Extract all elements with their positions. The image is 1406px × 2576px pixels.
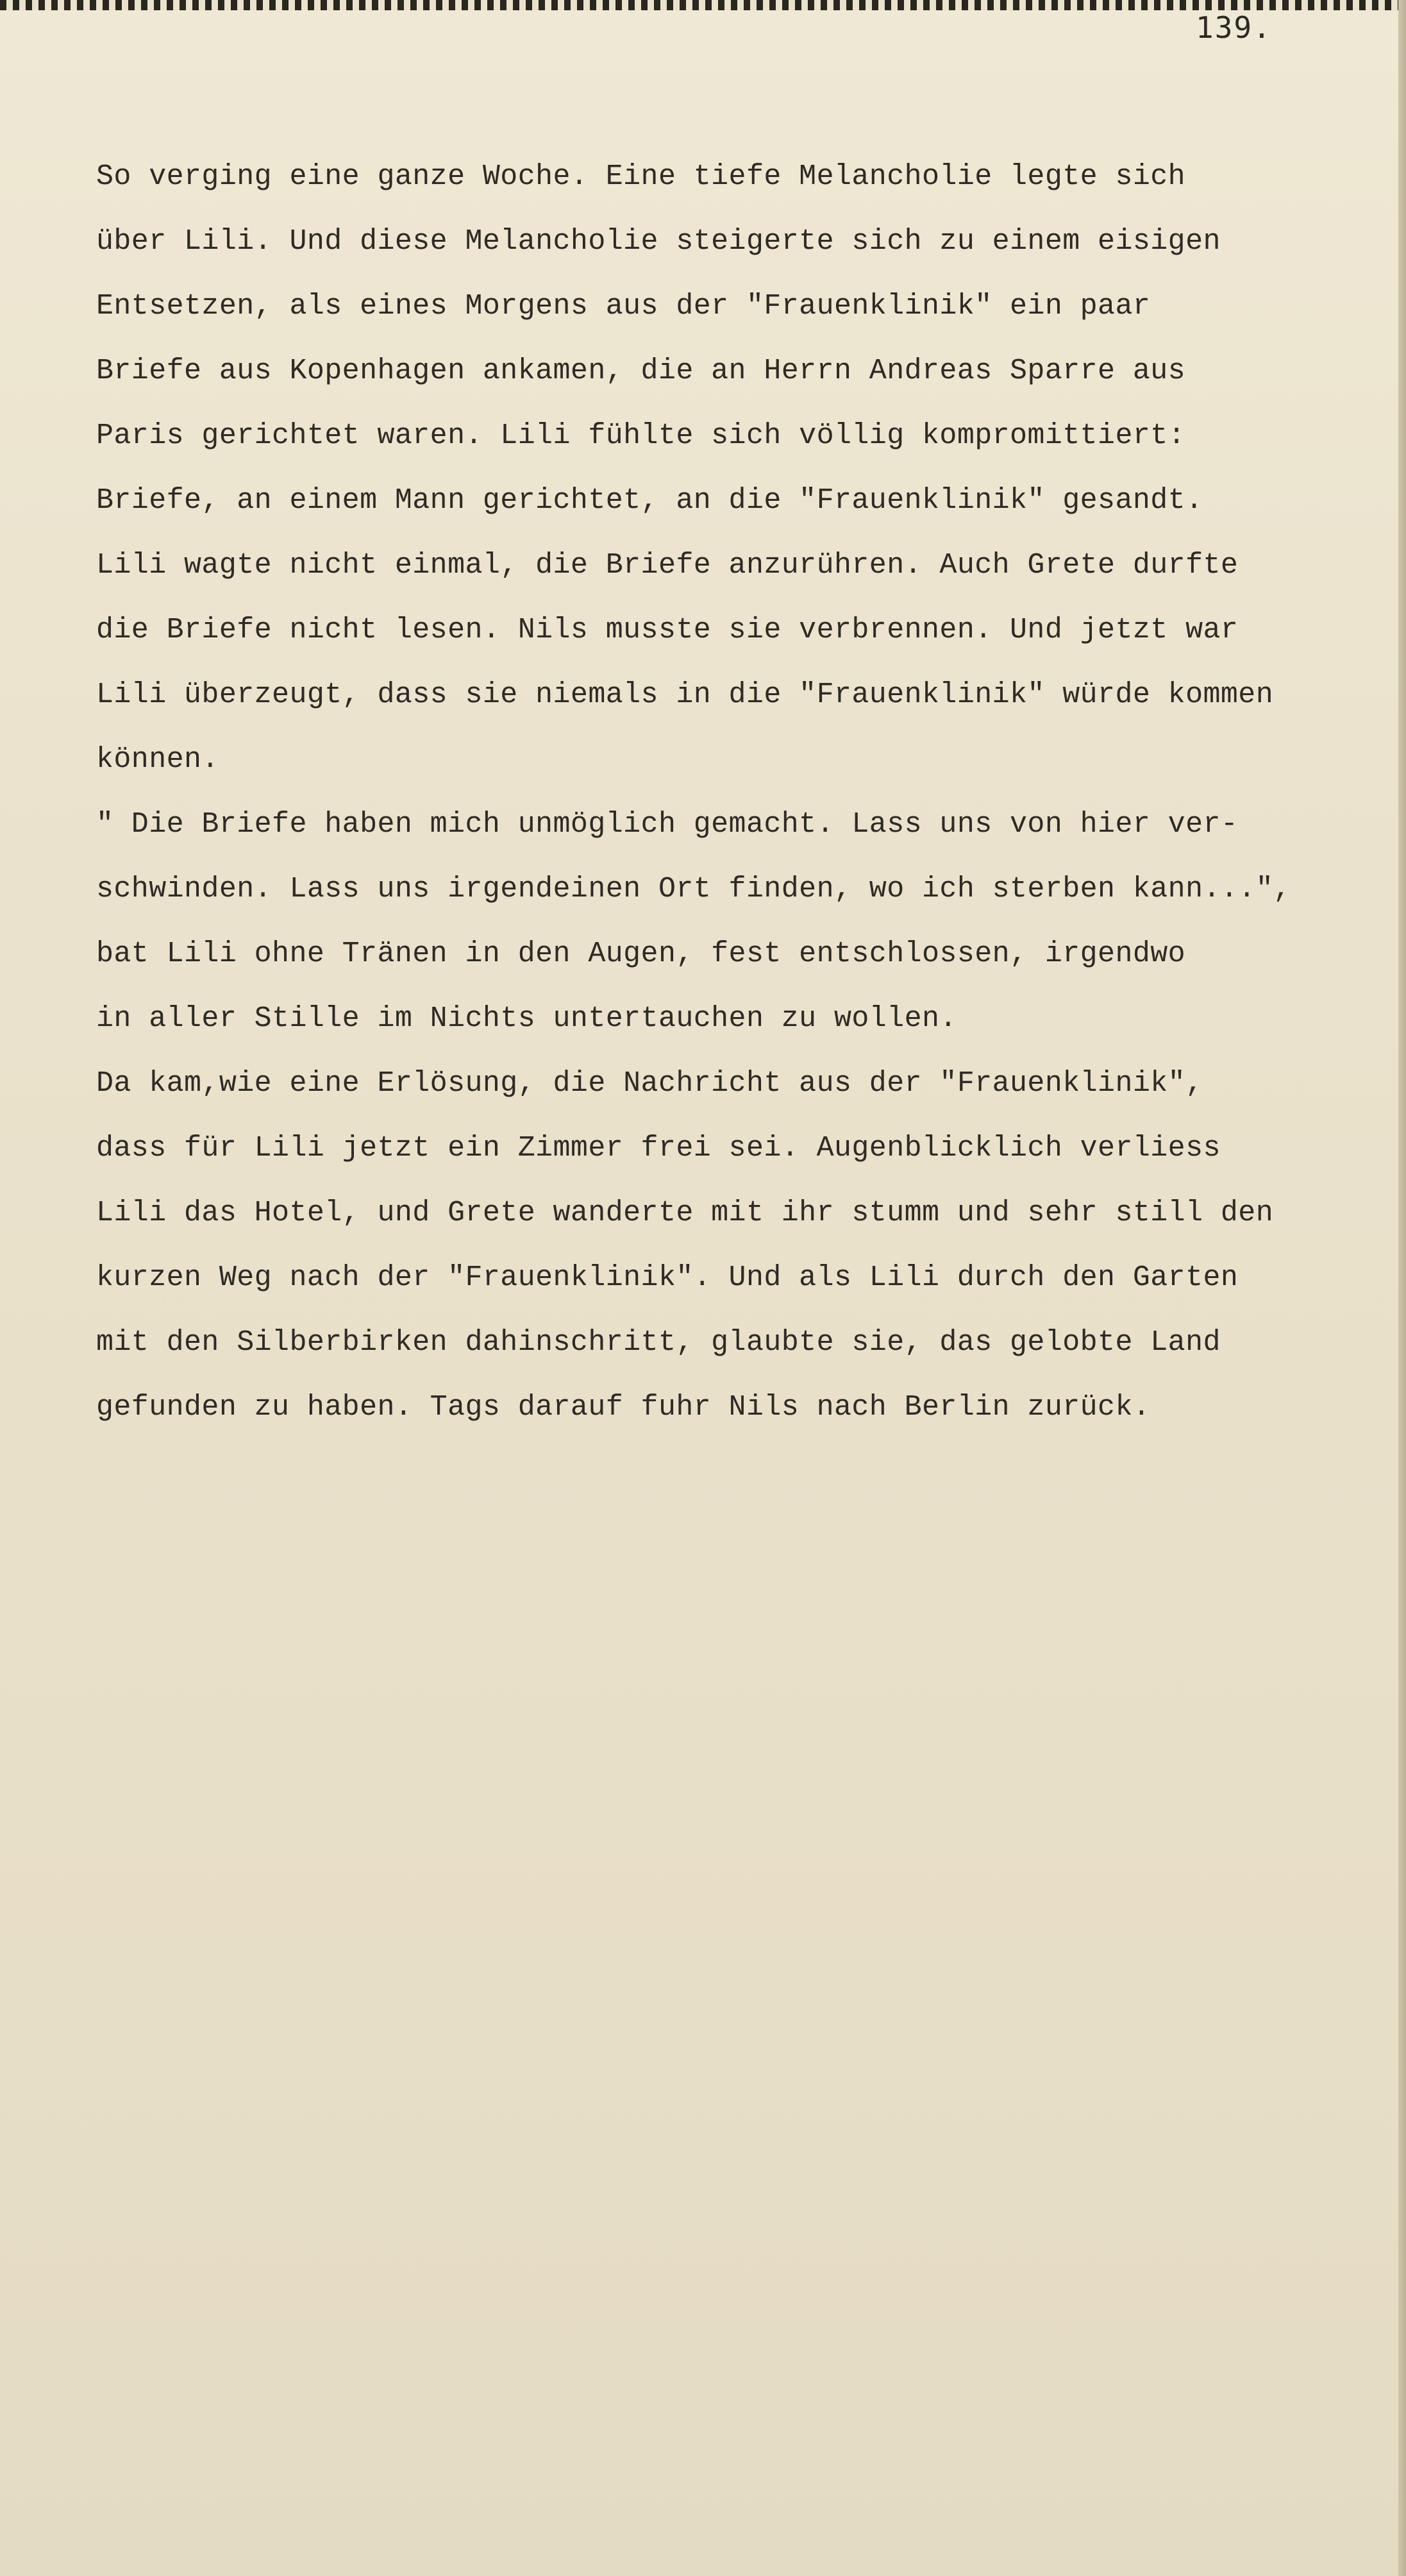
page-number: 139. [1196, 10, 1272, 45]
text-line: die Briefe nicht lesen. Nils musste sie verbrennen. Und jetzt war [96, 614, 1239, 646]
text-line: dass für Lili jetzt ein Zimmer frei sei. Augenblicklich verliess [96, 1132, 1221, 1165]
text-line: So verging eine ganze Woche. Eine tiefe Melancholie legte sich [96, 160, 1186, 193]
text-line: mit den Silberbirken dahinschritt, glaubte sie, das gelobte Land [96, 1326, 1221, 1359]
text-line: Lili das Hotel, und Grete wanderte mit ihr stumm und sehr still den [96, 1197, 1274, 1229]
text-line: bat Lili ohne Tränen in den Augen, fest entschlossen, irgendwo [96, 938, 1186, 970]
text-line: " Die Briefe haben mich unmöglich gemacht. Lass uns von hier ver- [96, 808, 1239, 841]
text-line: Lili überzeugt, dass sie niemals in die "Frauenklinik" würde kommen [96, 678, 1274, 711]
text-line: Entsetzen, als eines Morgens aus der "Frauenklinik" ein paar [96, 290, 1151, 323]
text-line: Lili wagte nicht einmal, die Briefe anzurühren. Auch Grete durfte [96, 549, 1239, 582]
text-line: in aller Stille im Nichts untertauchen zu wollen. [96, 1002, 957, 1035]
page-top-border [0, 0, 1406, 10]
text-line: Briefe aus Kopenhagen ankamen, die an Herrn Andreas Sparre aus [96, 355, 1186, 387]
text-line: Da kam,wie eine Erlösung, die Nachricht aus der "Frauenklinik", [96, 1067, 1203, 1100]
text-line: über Lili. Und diese Melancholie steigerte sich zu einem eisigen [96, 225, 1221, 258]
text-line: Paris gerichtet waren. Lili fühlte sich völlig kompromittiert: [96, 419, 1186, 452]
text-line: Briefe, an einem Mann gerichtet, an die "Frauenklinik" gesandt. [96, 484, 1203, 517]
typewritten-text [96, 144, 1372, 1440]
text-line: können. [96, 743, 219, 776]
page-right-edge [1398, 0, 1406, 2576]
text-line: kurzen Weg nach der "Frauenklinik". Und als Lili durch den Garten [96, 1261, 1239, 1294]
text-line: schwinden. Lass uns irgendeinen Ort finden, wo ich sterben kann...", [96, 873, 1291, 905]
text-line: gefunden zu haben. Tags darauf fuhr Nils nach Berlin zurück. [96, 1391, 1151, 1424]
